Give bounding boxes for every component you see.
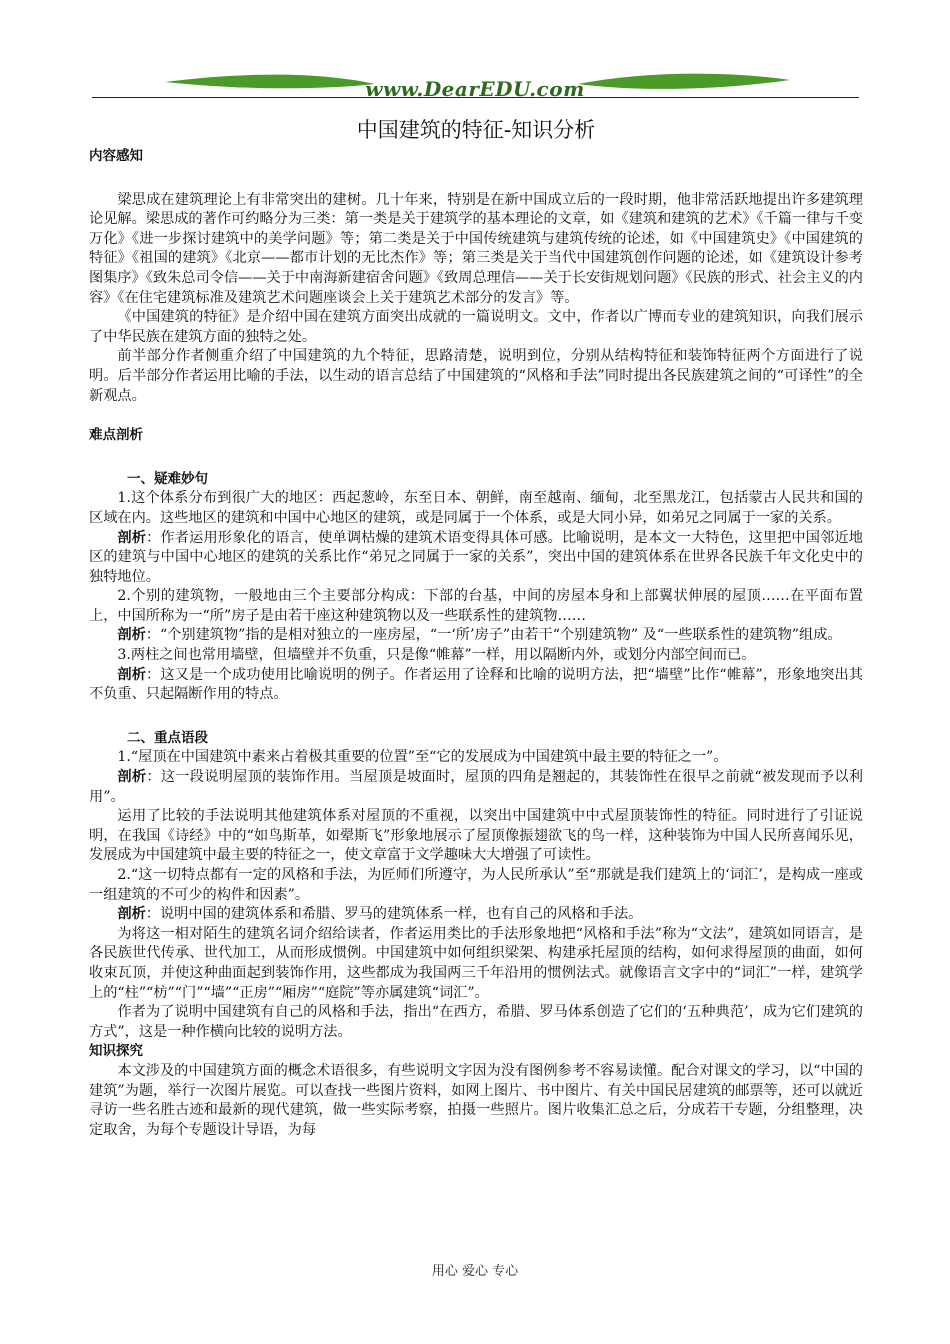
analysis-label: 剖析 xyxy=(117,529,147,546)
paragraph: 作者为了说明中国建筑有自己的风格和手法，指出“在西方，希腊、罗马体系创造了它们的‘五种典范’，成为它们建筑的方式”，这是一种作横向比较的说明方法。 xyxy=(89,1004,863,1040)
site-logo-text[interactable]: www.DearEDU.com xyxy=(365,77,585,101)
analysis-paragraph: 剖析：这一段说明屋顶的装饰作用。当屋顶是坡面时，屋顶的四角是翘起的，其装饰性在很早之前就“被发现而予以利用”。 xyxy=(89,769,863,805)
key-passage: 2.“这一切特点都有一定的风格和手法，为匠师们所遵守，为人民所承认”至“那就是我们建筑上的‘词汇’，是构成一座或一组建筑的不可少的构件和因素”。 xyxy=(89,867,863,903)
question-paragraph: 3.两柱之间也常用墙壁，但墙壁并不负重，只是像“帷幕”一样，用以隔断内外，或划分内部空间而已。 xyxy=(117,647,756,664)
analysis-label: 剖析 xyxy=(117,769,147,786)
header-rule xyxy=(92,97,859,98)
subheading-difficult-sentences: 一、疑难妙句 xyxy=(127,470,208,487)
analysis-label: 剖析 xyxy=(117,906,146,923)
paragraph: 运用了比较的手法说明其他建筑体系对屋顶的不重视，以突出中国建筑中中式屋顶装饰性的特征。同时进行了引证说明，在我国《诗经》中的“如鸟斯革，如翚斯飞”形象地展示了屋顶像振翅欲飞的鸟一样，这种装饰为中国人民所喜闻乐见，发展成为中国建筑中最主要的特征之一，使文章富于文学趣味大大增强了可读性。 xyxy=(89,808,863,864)
paragraph: 为将这一相对陌生的建筑名词介绍给读者，作者运用类比的手法形象地把“风格和手法”称为“文法”，建筑如同语言，是各民族世代传承、世代加工，从而形成惯例。中国建筑中如何组织梁架、构建承托屋顶的结构，如何求得屋顶的曲面，如何收束瓦顶，并使这种曲面起到装饰作用，这些都成为我国两三千年沿用的惯例法式。就像语言文字中的“词汇”一样，建筑学上的“柱”“枋”“门”“墙”“正房”“厢房”“庭院”等亦属建筑“词汇”。 xyxy=(89,925,863,1001)
page-title: 中国建筑的特征-知识分析 xyxy=(356,118,596,142)
question-paragraph: 1.这个体系分布到很广大的地区：西起葱岭，东至日本、朝鲜，南至越南、缅甸，北至黑龙江，包括蒙古人民共和国的区域在内。这些地区的建筑和中国中心地区的建筑，或是同属于一个体系，或是大同小异，如弟兄之同属于一家的关系。 xyxy=(89,490,863,526)
analysis-label: 剖析 xyxy=(117,666,147,683)
paragraph: 前半部分作者侧重介绍了中国建筑的九个特征，思路清楚，说明到位，分别从结构特征和装饰特征两个方面进行了说明。后半部分作者运用比喻的手法，以生动的语言总结了中国建筑的“风格和手法”同时提出各民族建筑之间的“可译性”的全新观点。 xyxy=(89,348,863,404)
paragraph: 梁思成在建筑理论上有非常突出的建树。几十年来，特别是在新中国成立后的一段时期，他非常活跃地提出许多建筑理论见解。梁思成的著作可约略分为三类：第一类是关于建筑学的基本理论的文章，如《建筑和建筑的艺术》《千篇一律与千变万化》《进一步探讨建筑中的美学问题》等；第二类是关于中国传统建筑与建筑传统的论述，如《中国建筑史》《中国建筑的特征》《祖国的建筑》《北京——都市计划的无比杰作》等；第三类是关于当代中国建筑创作问题的论述，如《建筑设计参考图集序》《致朱总司令信——关于中南海新建宿舍问题》《致周总理信——关于长安街规划问题》《民族的形式、社会主义的内容》《在住宅建筑标准及建筑艺术问题座谈会上关于建筑艺术部分的发言》等。 xyxy=(89,191,863,306)
analysis-paragraph: 剖析：“个别建筑物”指的是相对独立的一座房屋，“一‘所’房子”由若干“个别建筑物” 及“一些联系性的建筑物”组成。 xyxy=(117,627,842,644)
page-footer: 用心 爱心 专心 xyxy=(431,1264,519,1279)
key-passage: 1.“屋顶在中国建筑中素来占着极其重要的位置”至“它的发展成为中国建筑中最主要的特征之一”。 xyxy=(117,749,728,766)
subheading-key-passages: 二、重点语段 xyxy=(127,729,208,746)
analysis-paragraph: 剖析：说明中国的建筑体系和希腊、罗马的建筑体系一样，也有自己的风格和手法。 xyxy=(117,906,643,923)
section-heading-explore: 知识探究 xyxy=(89,1043,143,1060)
section-heading-content: 内容感知 xyxy=(89,148,143,164)
paragraph: 《中国建筑的特征》是介绍中国在建筑方面突出成就的一篇说明文。文中，作者以广博而专业的建筑知识，向我们展示了中华民族在建筑方面的独特之处。 xyxy=(89,309,863,345)
document-body xyxy=(89,113,863,1140)
analysis-label: 剖析 xyxy=(117,627,146,644)
section-heading-analysis: 难点剖析 xyxy=(89,427,143,444)
question-paragraph: 2.个别的建筑物，一般地由三个主要部分构成：下部的台基，中间的房屋本身和上部翼状伸展的屋顶……在平面布置上，中国所称为一“所”房子是由若干座这种建筑物以及一些联系性的建筑物…… xyxy=(89,588,863,624)
site-header xyxy=(0,60,950,110)
paragraph: 本文涉及的中国建筑方面的概念术语很多，有些说明文字因为没有图例参考不容易读懂。配合对课文的学习，以“中国的建筑”为题，举行一次图片展览。可以查找一些图片资料，如网上图片、书中图片、有关中国民居建筑的邮票等，还可以就近寻访一些名胜古迹和最新的现代建筑，做一些实际考察，拍摄一些照片。图片收集汇总之后，分成若干专题，分组整理，决定取舍，为每个专题设计导语，为每 xyxy=(89,1062,863,1138)
analysis-paragraph: 剖析：作者运用形象化的语言，使单调枯燥的建筑术语变得具体可感。比喻说明，是本文一大特色，这里把中国邻近地区的建筑与中国中心地区的建筑的关系比作“弟兄之同属于一家的关系”，突出中国的建筑体系在世界各民族千年文化史中的独特地位。 xyxy=(89,529,863,585)
analysis-paragraph: 剖析：这又是一个成功使用比喻说明的例子。作者运用了诠释和比喻的说明方法，把“墙壁”比作“帷幕”，形象地突出其不负重、只起隔断作用的特点。 xyxy=(89,666,863,703)
